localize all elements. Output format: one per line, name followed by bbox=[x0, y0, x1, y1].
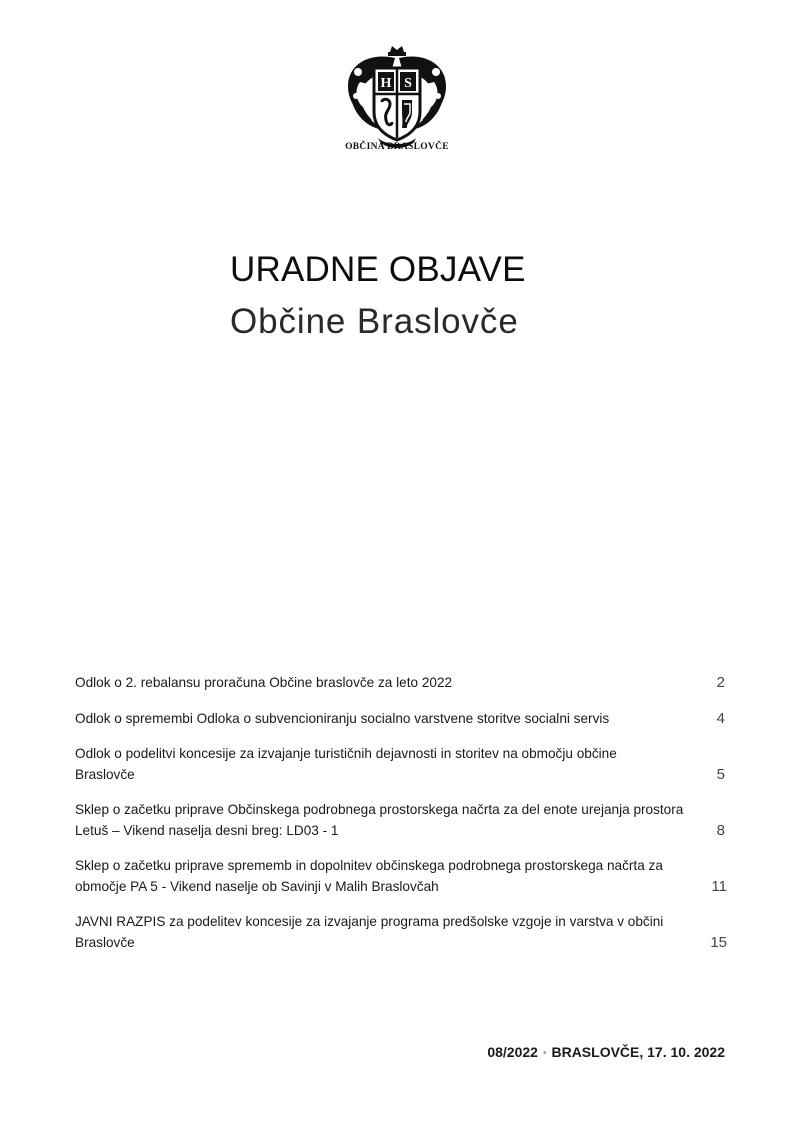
toc-item-title: JAVNI RAZPIS za podelitev koncesije za izvajanje programa predšolske vzgoje in varstva v občini Braslovče bbox=[75, 914, 664, 950]
svg-text:S: S bbox=[404, 76, 412, 91]
toc-item[interactable] bbox=[75, 744, 727, 785]
toc-item-title: Odlok o 2. rebalansu proračuna Občine braslovče za leto 2022 bbox=[75, 675, 453, 690]
toc-item-title: Odlok o spremembi Odloka o subvencioniranju socialno varstvene storitve socialni servis bbox=[75, 710, 610, 726]
issue-number: 08/2022 bbox=[487, 1044, 538, 1060]
toc-item[interactable] bbox=[75, 856, 727, 897]
toc-item-page: 8 bbox=[716, 821, 725, 839]
toc-item-title: Sklep o začetku priprave sprememb in dopolnitev občinskega podrobnega prostorskega načrta za območje PA 5 - Vikend naselje ob Savinji v Malih Braslovčah bbox=[75, 858, 663, 894]
toc-item[interactable] bbox=[75, 912, 727, 953]
separator-dot: • bbox=[542, 1048, 547, 1059]
toc-item-title: Odlok o podelitvi koncesije za izvajanje turističnih dejavnosti in storitev na območju občine Braslovče bbox=[75, 746, 617, 782]
toc-item-title: Sklep o začetku priprave Občinskega podrobnega prostorskega načrta za del enote urejanja prostora Letuš – Vikend naselja desni breg: LD03 - 1 bbox=[75, 802, 684, 838]
toc-item[interactable] bbox=[75, 673, 727, 694]
toc-item-page: 11 bbox=[711, 877, 727, 895]
toc-item-page: 5 bbox=[716, 765, 725, 783]
toc-item[interactable] bbox=[75, 800, 727, 841]
toc-item-page: 15 bbox=[710, 933, 727, 951]
logo-caption: OBČINA BRASLOVČE bbox=[345, 142, 449, 152]
page-subtitle: Občine Braslovče bbox=[230, 302, 519, 341]
issue-footer bbox=[487, 1044, 725, 1060]
place-date: BRASLOVČE, 17. 10. 2022 bbox=[551, 1044, 725, 1060]
svg-text:H: H bbox=[380, 76, 392, 91]
toc-item-page: 4 bbox=[716, 709, 725, 727]
table-of-contents bbox=[75, 673, 727, 953]
page-title: URADNE OBJAVE bbox=[230, 250, 526, 289]
toc-item-page: 2 bbox=[716, 674, 725, 691]
toc-item[interactable] bbox=[75, 709, 727, 730]
coat-of-arms-icon bbox=[340, 42, 454, 154]
